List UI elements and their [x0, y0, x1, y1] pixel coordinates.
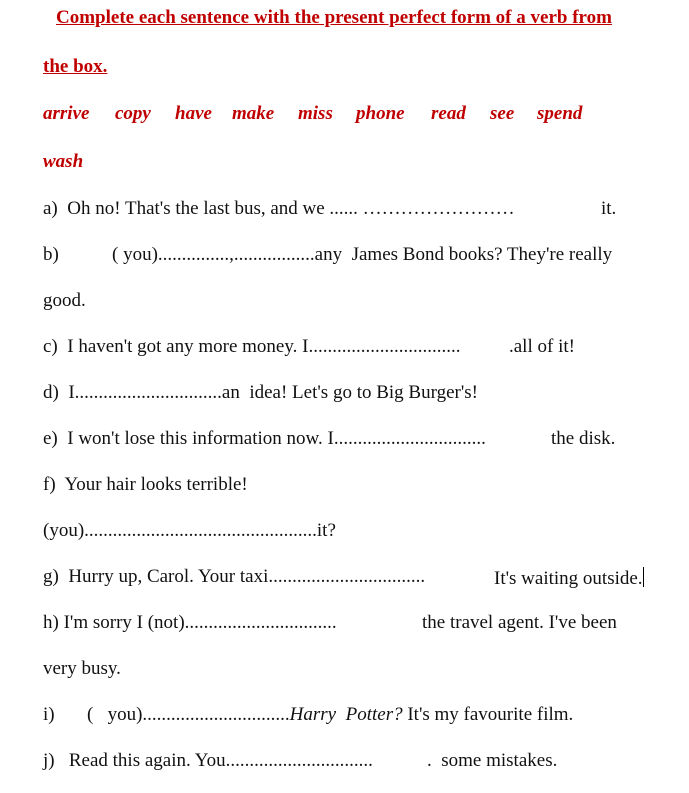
word-see: see: [490, 103, 515, 124]
sentence-f-cont: (you).................................................it?: [43, 520, 336, 541]
sentence-c-end: .all of it!: [509, 336, 575, 357]
word-read: read: [431, 103, 466, 124]
sentence-a-end: it.: [601, 198, 617, 219]
instruction-line-1: Complete each sentence with the present perfect form of a verb from: [56, 7, 612, 28]
word-make: make: [232, 103, 275, 124]
text-cursor: [643, 567, 644, 587]
word-spend: spend: [537, 103, 583, 124]
sentence-i-end: It's my favourite film.: [402, 704, 574, 725]
sentence-b: ( you)...............,.................any James Bond books? They're really: [112, 244, 613, 265]
sentence-j: j) Read this again. You...............................: [43, 750, 373, 771]
instruction-line-2: the box.: [43, 56, 108, 77]
sentence-b-cont: good.: [43, 290, 86, 311]
word-wash: wash: [43, 151, 84, 172]
sentence-g: g) Hurry up, Carol. Your taxi.................................: [43, 566, 426, 587]
word-phone: phone: [356, 103, 405, 124]
sentence-e: e) I won't lose this information now. I................................: [43, 428, 486, 449]
sentence-i-label: i): [43, 704, 55, 725]
sentence-a: a) Oh no! That's the last bus, and we ...... ……………………: [43, 198, 515, 219]
sentence-e-end: the disk.: [551, 428, 616, 449]
word-miss: miss: [298, 103, 333, 124]
sentence-g-end-text: It's waiting outside.: [494, 568, 643, 589]
sentence-i-blank: ( you)...............................: [87, 704, 290, 725]
sentence-f: f) Your hair looks terrible!: [43, 474, 248, 495]
sentence-g-end: [494, 567, 644, 588]
sentence-h: h) I'm sorry I (not)................................: [43, 612, 337, 633]
sentence-c: c) I haven't got any more money. I................................: [43, 336, 461, 357]
word-arrive: arrive: [43, 103, 90, 124]
sentence-d: d) I...............................an idea! Let's go to Big Burger's!: [43, 382, 478, 403]
sentence-h-end: the travel agent. I've been: [422, 612, 617, 633]
sentence-i-title: Harry Potter?: [289, 704, 403, 725]
sentence-h-cont: very busy.: [43, 658, 121, 679]
sentence-b-label: b): [43, 244, 59, 265]
sentence-j-end: . some mistakes.: [427, 750, 558, 771]
word-copy: copy: [115, 103, 151, 124]
sentence-i: [87, 705, 573, 724]
word-have: have: [175, 103, 212, 124]
